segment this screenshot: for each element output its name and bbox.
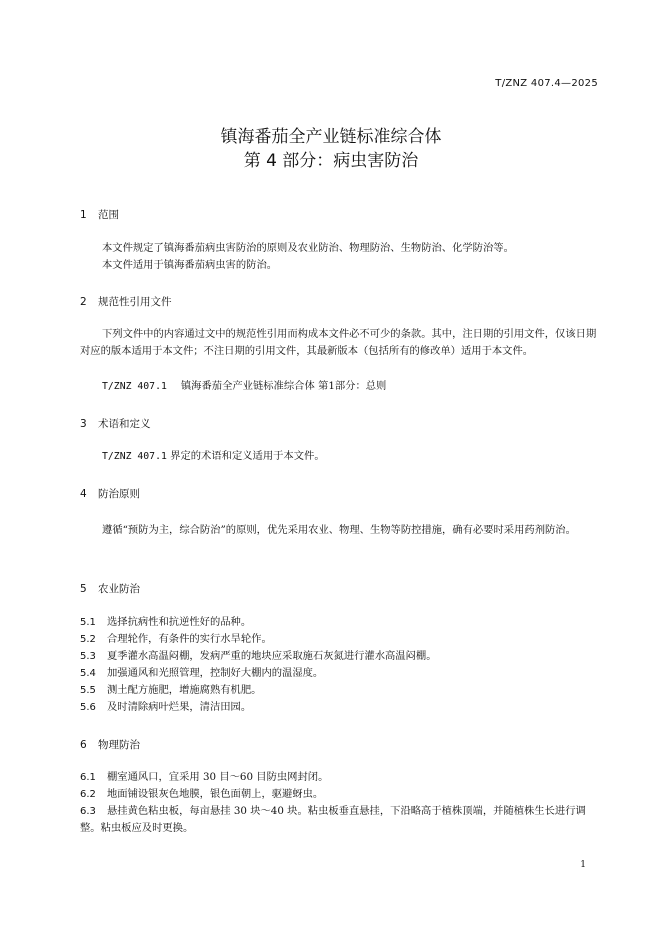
item-number: 5.1 <box>80 617 96 628</box>
item-text: 测土配方施肥，增施腐熟有机肥。 <box>107 684 262 696</box>
section-number: 1 <box>80 209 87 221</box>
item-text: 地面铺设银灰色地膜，银色面朝上，驱避蚜虫。 <box>107 788 324 800</box>
reference-entry <box>80 378 600 395</box>
list-item <box>80 614 600 631</box>
section-heading-terms <box>80 416 151 431</box>
terms-paragraph <box>80 448 600 465</box>
section-heading-normative-references <box>80 294 172 309</box>
document-number: T/ZNZ 407.4—2025 <box>495 78 598 89</box>
section-title: 防治原则 <box>98 488 140 500</box>
section-heading-agricultural-control <box>80 581 140 596</box>
scope-paragraph-2: 本文件适用于镇海番茄病虫害的防治。 <box>102 259 278 271</box>
list-item <box>80 786 600 803</box>
list-item <box>80 682 600 699</box>
section-title: 物理防治 <box>98 739 140 751</box>
section-title: 规范性引用文件 <box>98 296 172 308</box>
item-number: 5.5 <box>80 685 96 696</box>
list-item <box>80 699 600 716</box>
scope-paragraph-1: 本文件规定了镇海番茄病虫害防治的原则及农业防治、物理防治、生物防治、化学防治等。 <box>102 242 514 254</box>
item-number: 6.2 <box>80 789 96 800</box>
item-number: 6.3 <box>80 806 96 817</box>
item-text: 悬挂黄色粘虫板，每亩悬挂 30 块～40 块。粘虫板垂直悬挂，下沿略高于植株顶端，并随植株生长进行调整。粘虫板应及时更换。 <box>80 805 586 834</box>
section-number: 3 <box>80 418 87 430</box>
section-number: 6 <box>80 739 87 751</box>
item-number: 5.4 <box>80 668 96 679</box>
item-text: 合理轮作，有条件的实行水旱轮作。 <box>107 633 272 645</box>
section-title: 农业防治 <box>98 583 140 595</box>
item-text: 及时清除病叶烂果，清洁田园。 <box>107 701 252 713</box>
list-item <box>80 665 600 682</box>
item-number: 5.3 <box>80 651 96 662</box>
reference-title: 镇海番茄全产业链标准综合体 第1部分：总则 <box>180 380 387 392</box>
item-text: 棚室通风口，宜采用 30 目～60 目防虫网封闭。 <box>107 771 329 783</box>
section-heading-principles <box>80 486 140 501</box>
item-text: 加强通风和光照管理，控制好大棚内的温湿度。 <box>107 667 324 679</box>
list-item <box>80 648 600 665</box>
item-text: 夏季灌水高温闷棚，发病严重的地块应采取施石灰氮进行灌水高温闷棚。 <box>107 650 437 662</box>
document-subtitle: 第 4 部分：病虫害防治 <box>243 151 419 171</box>
terms-text: 界定的术语和定义适用于本文件。 <box>166 450 325 462</box>
reference-code: T/ZNZ 407.1 <box>102 381 167 392</box>
item-number: 5.2 <box>80 634 96 645</box>
item-number: 5.6 <box>80 702 96 713</box>
principles-paragraph: 遵循“预防为主，综合防治”的原则，优先采用农业、物理、生物等防控措施，确有必要时采用药剂防治。 <box>102 524 576 536</box>
document-title: 镇海番茄全产业链标准综合体 <box>220 127 442 147</box>
section-heading-physical-control <box>80 737 140 752</box>
section-number: 2 <box>80 296 87 308</box>
item-number: 6.1 <box>80 772 96 783</box>
section-title: 范围 <box>98 209 119 221</box>
terms-reference-code: T/ZNZ 407.1 <box>102 451 167 462</box>
list-item <box>80 803 600 837</box>
section-heading-scope <box>80 207 119 222</box>
list-item <box>80 769 600 786</box>
references-paragraph: 下列文件中的内容通过文中的规范性引用而构成本文件必不可少的条款。其中，注日期的引用文件，仅该日期对应的版本适用于本文件；不注日期的引用文件，其最新版本（包括所有的修改单）适用于本文件。 <box>80 328 597 357</box>
list-item <box>80 631 600 648</box>
section-number: 4 <box>80 488 87 500</box>
section-title: 术语和定义 <box>98 418 151 430</box>
item-text: 选择抗病性和抗逆性好的品种。 <box>107 616 252 628</box>
section-number: 5 <box>80 583 87 595</box>
page-number: 1 <box>580 860 586 870</box>
